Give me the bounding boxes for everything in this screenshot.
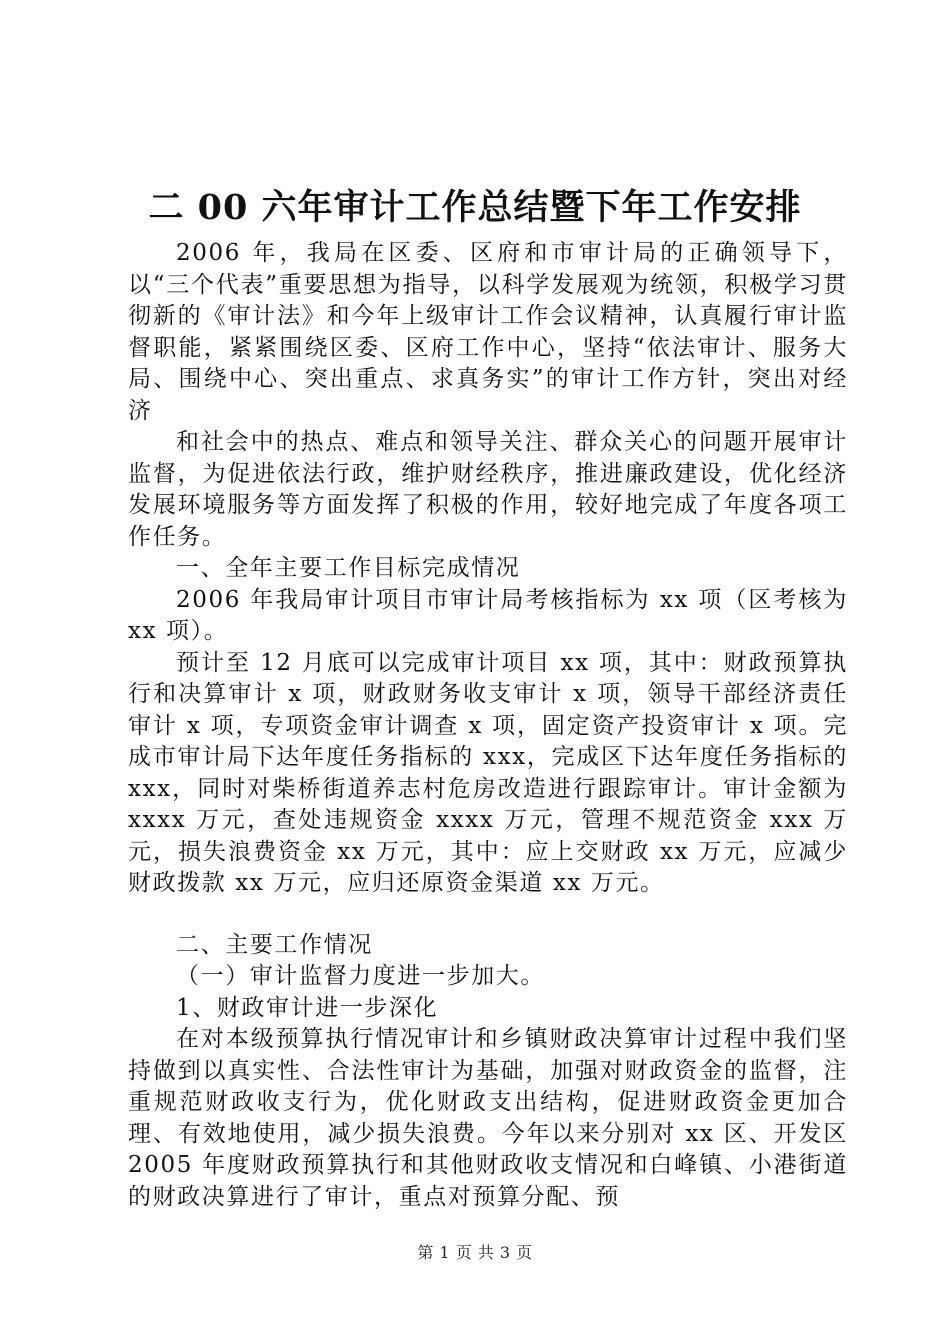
section-heading-work: 二、主要工作情况 — [176, 931, 373, 958]
section-heading-goals: 一、全年主要工作目标完成情况 — [176, 555, 521, 581]
subsection-heading-supervision: （一）审计监督力度进一步加大。 — [176, 963, 545, 989]
page-title: 二 00 六年审计工作总结暨下年工作安排 — [148, 187, 802, 228]
paragraph-intro: 2006 年，我局在区委、区府和市审计局的正确领导下，以“三个代表”重要思想为指导，以科学发展观为统领，积极学习贯彻新的《审计法》和今年上级审计工作会议精神，认真履行审计监督职能，紧紧围绕区委、区府工作中心，坚持“依法审计、服务大局、围绕中心、突出重点、求真务实”的审计工作方针，突出对经济 — [128, 240, 848, 424]
paragraph-targets: 2006 年我局审计项目市审计局考核指标为 xx 项（区考核为 xx 项）。 — [128, 586, 848, 644]
page-footer: 第 1 页 共 3 页 — [417, 1243, 533, 1262]
paragraph-completion: 预计至 12 月底可以完成审计项目 xx 项，其中：财政预算执行和决算审计 x 项，财政财务收支审计 x 项，领导干部经济责任审计 x 项，专项资金审计调查 x 项，固定资产投资审计 x 项。完成市审计局下达年度任务指标的 xxx，完成区下达年度任务指标的 xxx，同时对柴桥街道养志村危房改造进行跟踪审计。审计金额为 xxxx 万元，查处违规资金 xxxx 万元，管理不规范资金 xxx 万元，损失浪费资金 xx 万元，其中：应上交财政 xx 万元，应减少财政拨款 xx 万元，应归还原资金渠道 xx 万元。 — [128, 649, 848, 896]
paragraph-intro-continued: 和社会中的热点、难点和领导关注、群众关心的问题开展审计监督，为促进依法行政，维护财经秩序，推进廉政建设，优化经济发展环境服务等方面发挥了积极的作用，较好地完成了年度各项工作任务。 — [128, 429, 848, 550]
subsection-heading-finance-audit: 1、财政审计进一步深化 — [176, 994, 439, 1021]
document-body — [128, 238, 848, 1213]
paragraph-finance-audit: 在对本级预算执行情况审计和乡镇财政决算审计过程中我们坚持做到以真实性、合法性审计为基础，加强对财政资金的监督，注重规范财政收支行为，优化财政支出结构，促进财政资金更加合理、有效地使用，减少损失浪费。今年以来分别对 xx 区、开发区 2005 年度财政预算执行和其他财政收支情况和白峰镇、小港街道的财政决算进行了审计，重点对预算分配、预 — [128, 1026, 848, 1210]
